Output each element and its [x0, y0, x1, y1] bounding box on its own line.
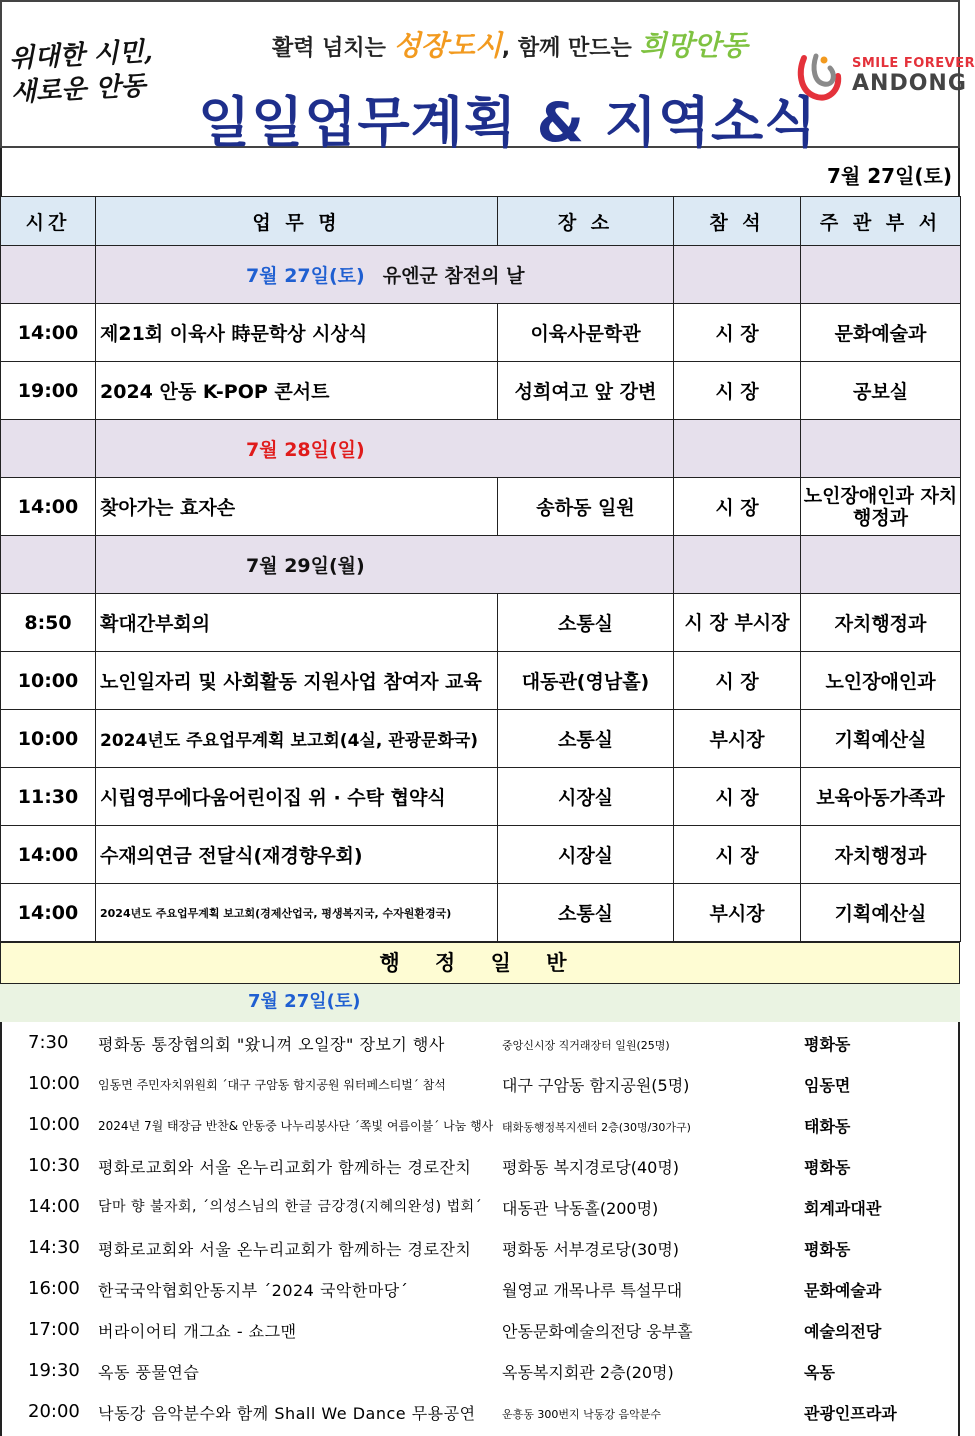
- schedule-table: [0, 196, 961, 942]
- date-row: [1, 536, 961, 594]
- row-task: 찾아가는 효자손: [96, 478, 498, 536]
- row-attend: 시 장: [674, 304, 801, 362]
- row-dept: 기획예산실: [801, 884, 961, 942]
- row-dept: 노인장애인과 자치행정과: [801, 478, 961, 536]
- general-admin-title: 행 정 일 반: [0, 942, 960, 984]
- item-task: 평화동 통장협의회 "왔니껴 오일장" 장보기 행사: [98, 1035, 445, 1054]
- row-place: 소통실: [498, 884, 674, 942]
- item-place: 옥동복지회관 2층(20명): [502, 1363, 674, 1382]
- header-attend: 참 석: [674, 197, 801, 246]
- item-time: 10:30: [28, 1155, 80, 1176]
- row-time: 14:00: [1, 478, 96, 536]
- smile-logo-icon: [794, 50, 846, 102]
- table-row: [1, 710, 961, 768]
- date-label: 7월 27일(토): [246, 265, 365, 287]
- list-item: [2, 1391, 962, 1432]
- row-attend: 시 장 부시장: [674, 594, 801, 652]
- item-time: 14:00: [28, 1196, 80, 1217]
- current-date: 7월 27일(토): [827, 164, 952, 188]
- row-place: 시장실: [498, 826, 674, 884]
- item-task: 평화로교회와 서울 온누리교회가 함께하는 경로잔치: [98, 1240, 472, 1259]
- item-time: 17:00: [28, 1319, 80, 1340]
- city-slogan-logo: [8, 34, 171, 110]
- table-row: [1, 304, 961, 362]
- row-dept: 노인장애인과: [801, 652, 961, 710]
- item-place: 태화동행정복지센터 2층(30명/30가구): [502, 1121, 691, 1134]
- item-place: 평화동 복지경로당(40명): [502, 1158, 680, 1177]
- row-task: 2024년도 주요업무계획 보고회(4실, 관광문화국): [96, 710, 498, 768]
- item-task: 평화로교회와 서울 온누리교회가 함께하는 경로잔치: [98, 1158, 472, 1177]
- row-dept: 자치행정과: [801, 826, 961, 884]
- row-task: 제21회 이육사 時문학상 시상식: [96, 304, 498, 362]
- item-task: 임동면 주민자치위원회 ´대구 구암동 함지공원 워터페스티벌´ 참석: [98, 1078, 446, 1092]
- row-time: 10:00: [1, 710, 96, 768]
- row-time: 19:00: [1, 362, 96, 420]
- row-place: 성희여고 앞 강변: [498, 362, 674, 420]
- table-row: [1, 478, 961, 536]
- header-place: 장 소: [498, 197, 674, 246]
- table-row: [1, 768, 961, 826]
- andong-brand-logo: [794, 46, 975, 106]
- row-task: 2024 안동 K-POP 콘서트: [96, 362, 498, 420]
- row-dept: 공보실: [801, 362, 961, 420]
- item-dept: 평화동: [804, 1035, 851, 1054]
- item-dept: 평화동: [804, 1158, 851, 1177]
- item-dept: 관광인프라과: [804, 1404, 897, 1423]
- item-time: 16:00: [28, 1278, 80, 1299]
- item-time: 10:00: [28, 1114, 80, 1135]
- row-dept: 자치행정과: [801, 594, 961, 652]
- page-title: 일일업무계획 & 지역소식: [198, 91, 818, 154]
- logo-left-line1: 위대한 시민,: [8, 36, 154, 75]
- item-dept: 예술의전당: [804, 1322, 882, 1341]
- list-item: [2, 1063, 962, 1104]
- item-time: 10:00: [28, 1073, 80, 1094]
- item-task: 낙동강 음악분수와 함께 Shall We Dance 무용공연: [98, 1404, 476, 1423]
- header-task: 업 무 명: [96, 197, 498, 246]
- row-attend: 부시장: [674, 884, 801, 942]
- date-row: [1, 246, 961, 304]
- row-place: 대동관(영남홀): [498, 652, 674, 710]
- item-time: 19:30: [28, 1360, 80, 1381]
- date-label: 7월 29일(월): [246, 555, 365, 577]
- row-attend: 부시장: [674, 710, 801, 768]
- item-task: 2024년 7월 태장금 반찬& 안동중 나누리봉사단 ´쪽빛 여름이불´ 나눔 행사: [98, 1119, 494, 1133]
- row-task: 확대간부회의: [96, 594, 498, 652]
- table-row: [1, 826, 961, 884]
- slogan-highlight-hope: 희망안동: [639, 29, 748, 62]
- list-item: [2, 1309, 962, 1350]
- date-note: 유엔군 참전의 날: [382, 265, 525, 287]
- row-attend: 시 장: [674, 478, 801, 536]
- page-header: [0, 0, 975, 154]
- item-place: 운흥동 300번지 낙동강 음악분수: [502, 1408, 661, 1421]
- item-time: 20:00: [28, 1401, 80, 1422]
- list-item: [2, 1268, 962, 1309]
- header-dept: 주 관 부 서: [801, 197, 961, 246]
- item-place: 대동관 낙동홀(200명): [502, 1199, 659, 1218]
- slogan: [272, 24, 748, 64]
- slogan-mid: , 함께 만드는: [501, 36, 640, 61]
- item-dept: 회계과대관: [804, 1199, 882, 1218]
- row-time: 8:50: [1, 594, 96, 652]
- brand-smile-forever: SMILE FOREVER: [852, 56, 975, 71]
- item-task: 담마 향 불자회, ´의성스님의 한글 금강경(지혜의완성) 법회´: [98, 1199, 483, 1215]
- table-row: [1, 362, 961, 420]
- logo-left-line2: 새로운 안동: [10, 71, 147, 109]
- list-item: [2, 1022, 962, 1063]
- row-dept: 기획예산실: [801, 710, 961, 768]
- row-place: 시장실: [498, 768, 674, 826]
- general-admin-list: [0, 1022, 960, 1436]
- row-time: 14:00: [1, 884, 96, 942]
- item-time: 14:30: [28, 1237, 80, 1258]
- item-place: 월영교 개목나루 특설무대: [502, 1281, 683, 1300]
- item-place: 안동문화예술의전당 웅부홀: [502, 1322, 693, 1341]
- list-item: [2, 1145, 962, 1186]
- row-place: 이육사문학관: [498, 304, 674, 362]
- list-item: [2, 1186, 962, 1227]
- item-place: 평화동 서부경로당(30명): [502, 1240, 680, 1259]
- list-item: [2, 1104, 962, 1145]
- date-row: [1, 420, 961, 478]
- row-attend: 시 장: [674, 652, 801, 710]
- table-header-row: [1, 197, 961, 246]
- item-dept: 옥동: [804, 1363, 835, 1382]
- row-task: 노인일자리 및 사회활동 지원사업 참여자 교육: [96, 652, 498, 710]
- brand-andong: ANDONG: [852, 71, 967, 96]
- row-task: 2024년도 주요업무계획 보고회(경제산업국, 평생복지국, 수자원환경국): [96, 884, 498, 942]
- item-dept: 임동면: [804, 1076, 851, 1095]
- table-row: [1, 594, 961, 652]
- row-place: 소통실: [498, 594, 674, 652]
- row-time: 10:00: [1, 652, 96, 710]
- row-attend: 시 장: [674, 826, 801, 884]
- row-time: 14:00: [1, 304, 96, 362]
- row-task: 시립영무에다움어린이집 위 · 수탁 협약식: [96, 768, 498, 826]
- header-time: 시간: [1, 197, 96, 246]
- row-place: 소통실: [498, 710, 674, 768]
- row-dept: 문화예술과: [801, 304, 961, 362]
- item-time: 7:30: [28, 1032, 69, 1053]
- schedule-date: [0, 148, 960, 196]
- date-label: 7월 28일(일): [246, 439, 365, 461]
- row-dept: 보육아동가족과: [801, 768, 961, 826]
- row-time: 14:00: [1, 826, 96, 884]
- row-time: 11:30: [1, 768, 96, 826]
- item-place: 대구 구암동 함지공원(5명): [502, 1076, 690, 1095]
- item-dept: 태화동: [804, 1117, 851, 1136]
- item-dept: 평화동: [804, 1240, 851, 1259]
- table-row: [1, 652, 961, 710]
- slogan-pre: 활력 넘치는: [272, 36, 394, 61]
- general-date: 7월 27일(토): [0, 984, 960, 1022]
- item-task: 한국국악협회안동지부 ´2024 국악한마당´: [98, 1281, 409, 1300]
- slogan-highlight-growth: 성장도시: [393, 29, 502, 62]
- item-dept: 문화예술과: [804, 1281, 882, 1300]
- item-task: 옥동 풍물연습: [98, 1363, 200, 1382]
- row-attend: 시 장: [674, 362, 801, 420]
- list-item: [2, 1350, 962, 1391]
- row-place: 송하동 일원: [498, 478, 674, 536]
- row-attend: 시 장: [674, 768, 801, 826]
- table-row: [1, 884, 961, 942]
- item-place: 중앙신시장 직거래장터 일원(25명): [502, 1039, 670, 1052]
- row-task: 수재의연금 전달식(재경향우회): [96, 826, 498, 884]
- list-item: [2, 1227, 962, 1268]
- item-task: 버라이어티 개그쇼 - 쇼그맨: [98, 1322, 297, 1341]
